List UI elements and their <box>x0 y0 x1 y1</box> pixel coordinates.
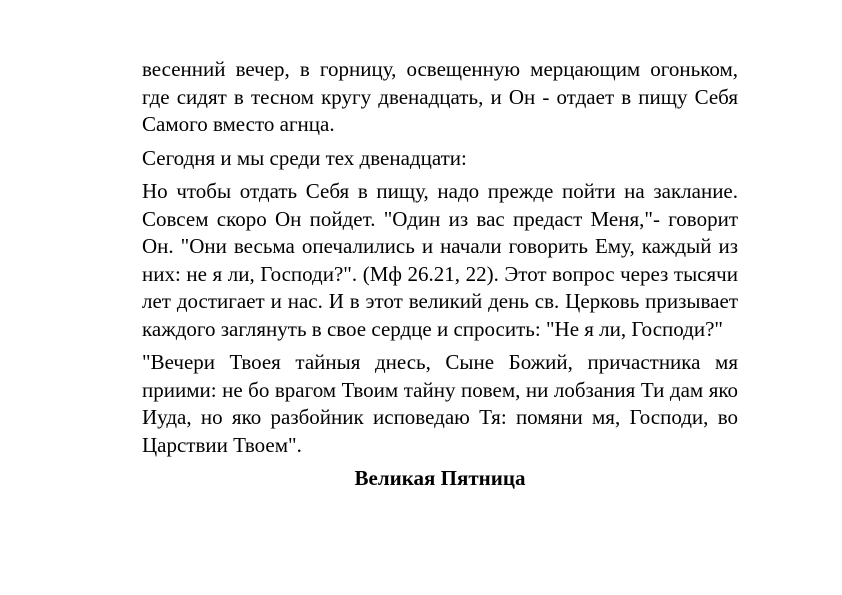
paragraph-troparion: "Вечери Твоея тайныя днесь, Сыне Божий, причастника мя приими: не бо врагом Твоим тайну повем, ни лобзания Ти дам яко Иуда, но яко разбойник исповедаю Тя: помяни мя, Господи, во Царствии Твоем". <box>142 350 738 457</box>
paragraph-last-supper: весенний вечер, в горницу, освещенную мерцающим огоньком, где сидят в тесном кругу двенадцать, и Он - отдает в пищу Себя Самого вместо агнца. <box>142 57 738 136</box>
document-body <box>142 56 738 493</box>
section-heading: Великая Пятница <box>354 466 526 490</box>
paragraph-is-it-i: Но чтобы отдать Себя в пищу, надо прежде пойти на заклание. Совсем скоро Он пойдет. "Один из вас предаст Меня,"- говорит Он. "Они весьма опечалились и начали говорить Ему, каждый из них: не я ли, Господи?". (Мф 26.21, 22). Этот вопрос через тысячи лет достигает и нас. И в этот великий день св. Церковь призывает каждого заглянуть в свое сердце и спросить: "Не я ли, Господи?" <box>142 179 738 341</box>
paragraph-among-twelve: Сегодня и мы среди тех двенадцати: <box>142 145 467 170</box>
